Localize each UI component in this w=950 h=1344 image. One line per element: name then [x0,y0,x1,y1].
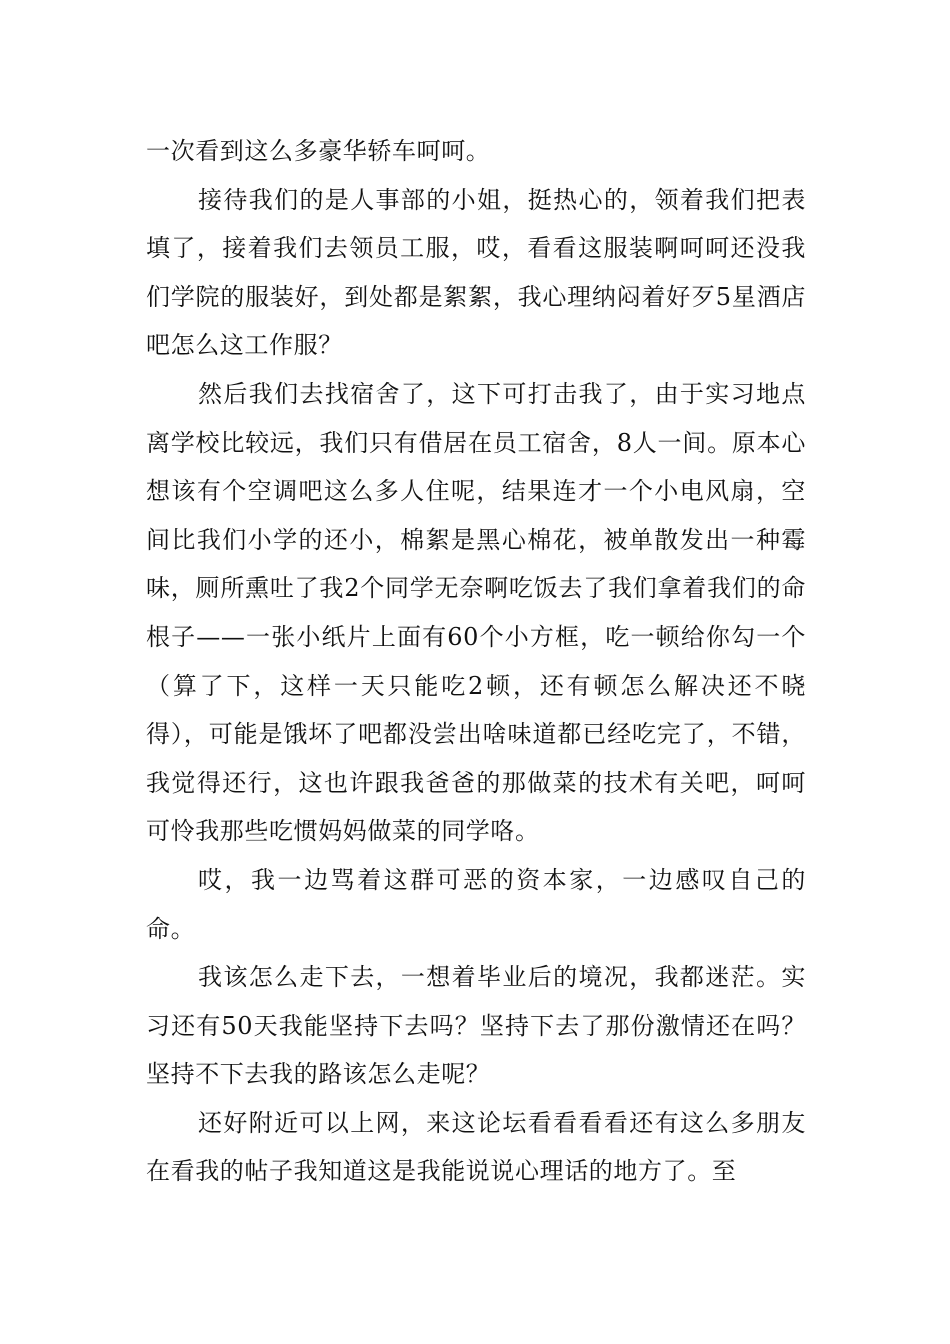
paragraph-3: 然后我们去找宿舍了，这下可打击我了，由于实习地点离学校比较远，我们只有借居在员工宿舍，8人一间。原本心想该有个空调吧这么多人住呢，结果连才一个小电风扇，空间比我们小学的还小，棉絮是黑心棉花，被单散发出一种霉味，厕所熏吐了我2个同学无奈啊吃饭去了我们拿着我们的命根子——一张小纸片上面有60个小方框，吃一顿给你勾一个（算了下，这样一天只能吃2顿，还有顿怎么解决还不晓得），可能是饿坏了吧都没尝出啥味道都已经吃完了，不错，我觉得还行，这也许跟我爸爸的那做菜的技术有关吧，呵呵可怜我那些吃惯妈妈做菜的同学咯。 [146,379,806,846]
paragraph-2: 接待我们的是人事部的小姐，挺热心的，领着我们把表填了，接着我们去领员工服，哎，看看这服装啊呵呵还没我们学院的服装好，到处都是絮絮，我心理纳闷着好歹5星酒店吧怎么这工作服？ [146,185,806,360]
document-body [146,127,806,1196]
paragraph-6: 还好附近可以上网，来这论坛看看看看还有这么多朋友在看我的帖子我知道这是我能说说心理话的地方了。至 [146,1108,806,1186]
paragraph-4: 哎，我一边骂着这群可恶的资本家，一边感叹自己的命。 [146,865,806,943]
paragraph-5: 我该怎么走下去，一想着毕业后的境况，我都迷茫。实习还有50天我能坚持下去吗？坚持下去了那份激情还在吗？坚持不下去我的路该怎么走呢？ [146,963,806,1089]
paragraph-1: 一次看到这么多豪华轿车呵呵。 [146,137,491,165]
